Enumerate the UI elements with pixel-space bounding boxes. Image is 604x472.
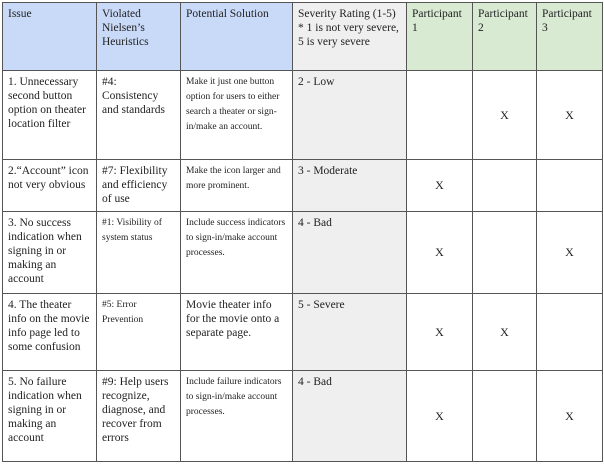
issue-cell: 5. No failure indication when signing in or making an account [3,371,97,462]
participant-1-mark: X [407,294,473,371]
participant-1-mark: X [407,212,473,294]
participant-2-mark [473,371,537,462]
header-participant-3: Participant 3 [537,3,603,71]
participant-2-mark: X [473,71,537,160]
severity-cell: 3 - Moderate [293,160,407,212]
participant-2-mark: X [473,294,537,371]
participant-2-mark [473,160,537,212]
heuristic-cell: #4: Consistency and standards [97,71,181,160]
participant-3-mark: X [537,71,603,160]
table-row [3,212,603,294]
heuristic-cell: #5: Error Prevention [97,294,181,371]
solution-cell: Make the icon larger and more prominent. [181,160,293,212]
solution-cell: Include failure indicators to sign-in/make account processes. [181,371,293,462]
solution-cell: Movie theater info for the movie onto a separate page. [181,294,293,371]
severity-cell: 4 - Bad [293,371,407,462]
issue-cell: 4. The theater info on the movie info page led to some confusion [3,294,97,371]
issue-cell: 3. No success indication when signing in or making an account [3,212,97,294]
header-severity: Severity Rating (1-5) * 1 is not very severe, 5 is very severe [293,3,407,71]
header-heuristics: Violated Nielsen’s Heuristics [97,3,181,71]
header-row [3,3,603,71]
header-participant-1: Participant 1 [407,3,473,71]
solution-cell: Make it just one button option for users to either search a theater or sign-in/make an account. [181,71,293,160]
severity-cell: 4 - Bad [293,212,407,294]
heuristic-cell: #1: Visibility of system status [97,212,181,294]
participant-3-mark: X [537,371,603,462]
participant-1-mark [407,71,473,160]
issue-cell: 2.“Account” icon not very obvious [3,160,97,212]
participant-2-mark [473,212,537,294]
table-row [3,294,603,371]
table-row [3,160,603,212]
participant-1-mark: X [407,160,473,212]
participant-3-mark [537,294,603,371]
issue-cell: 1. Unnecessary second button option on theater location filter [3,71,97,160]
participant-3-mark: X [537,212,603,294]
header-participant-2: Participant 2 [473,3,537,71]
heuristic-evaluation-table [2,2,603,462]
heuristic-cell: #7: Flexibility and efficiency of use [97,160,181,212]
heuristic-cell: #9: Help users recognize, diagnose, and recover from errors [97,371,181,462]
participant-3-mark [537,160,603,212]
header-issue: Issue [3,3,97,71]
table-row [3,71,603,160]
table-row [3,371,603,462]
severity-cell: 2 - Low [293,71,407,160]
severity-cell: 5 - Severe [293,294,407,371]
header-solution: Potential Solution [181,3,293,71]
participant-1-mark: X [407,371,473,462]
solution-cell: Include success indicators to sign-in/make account processes. [181,212,293,294]
